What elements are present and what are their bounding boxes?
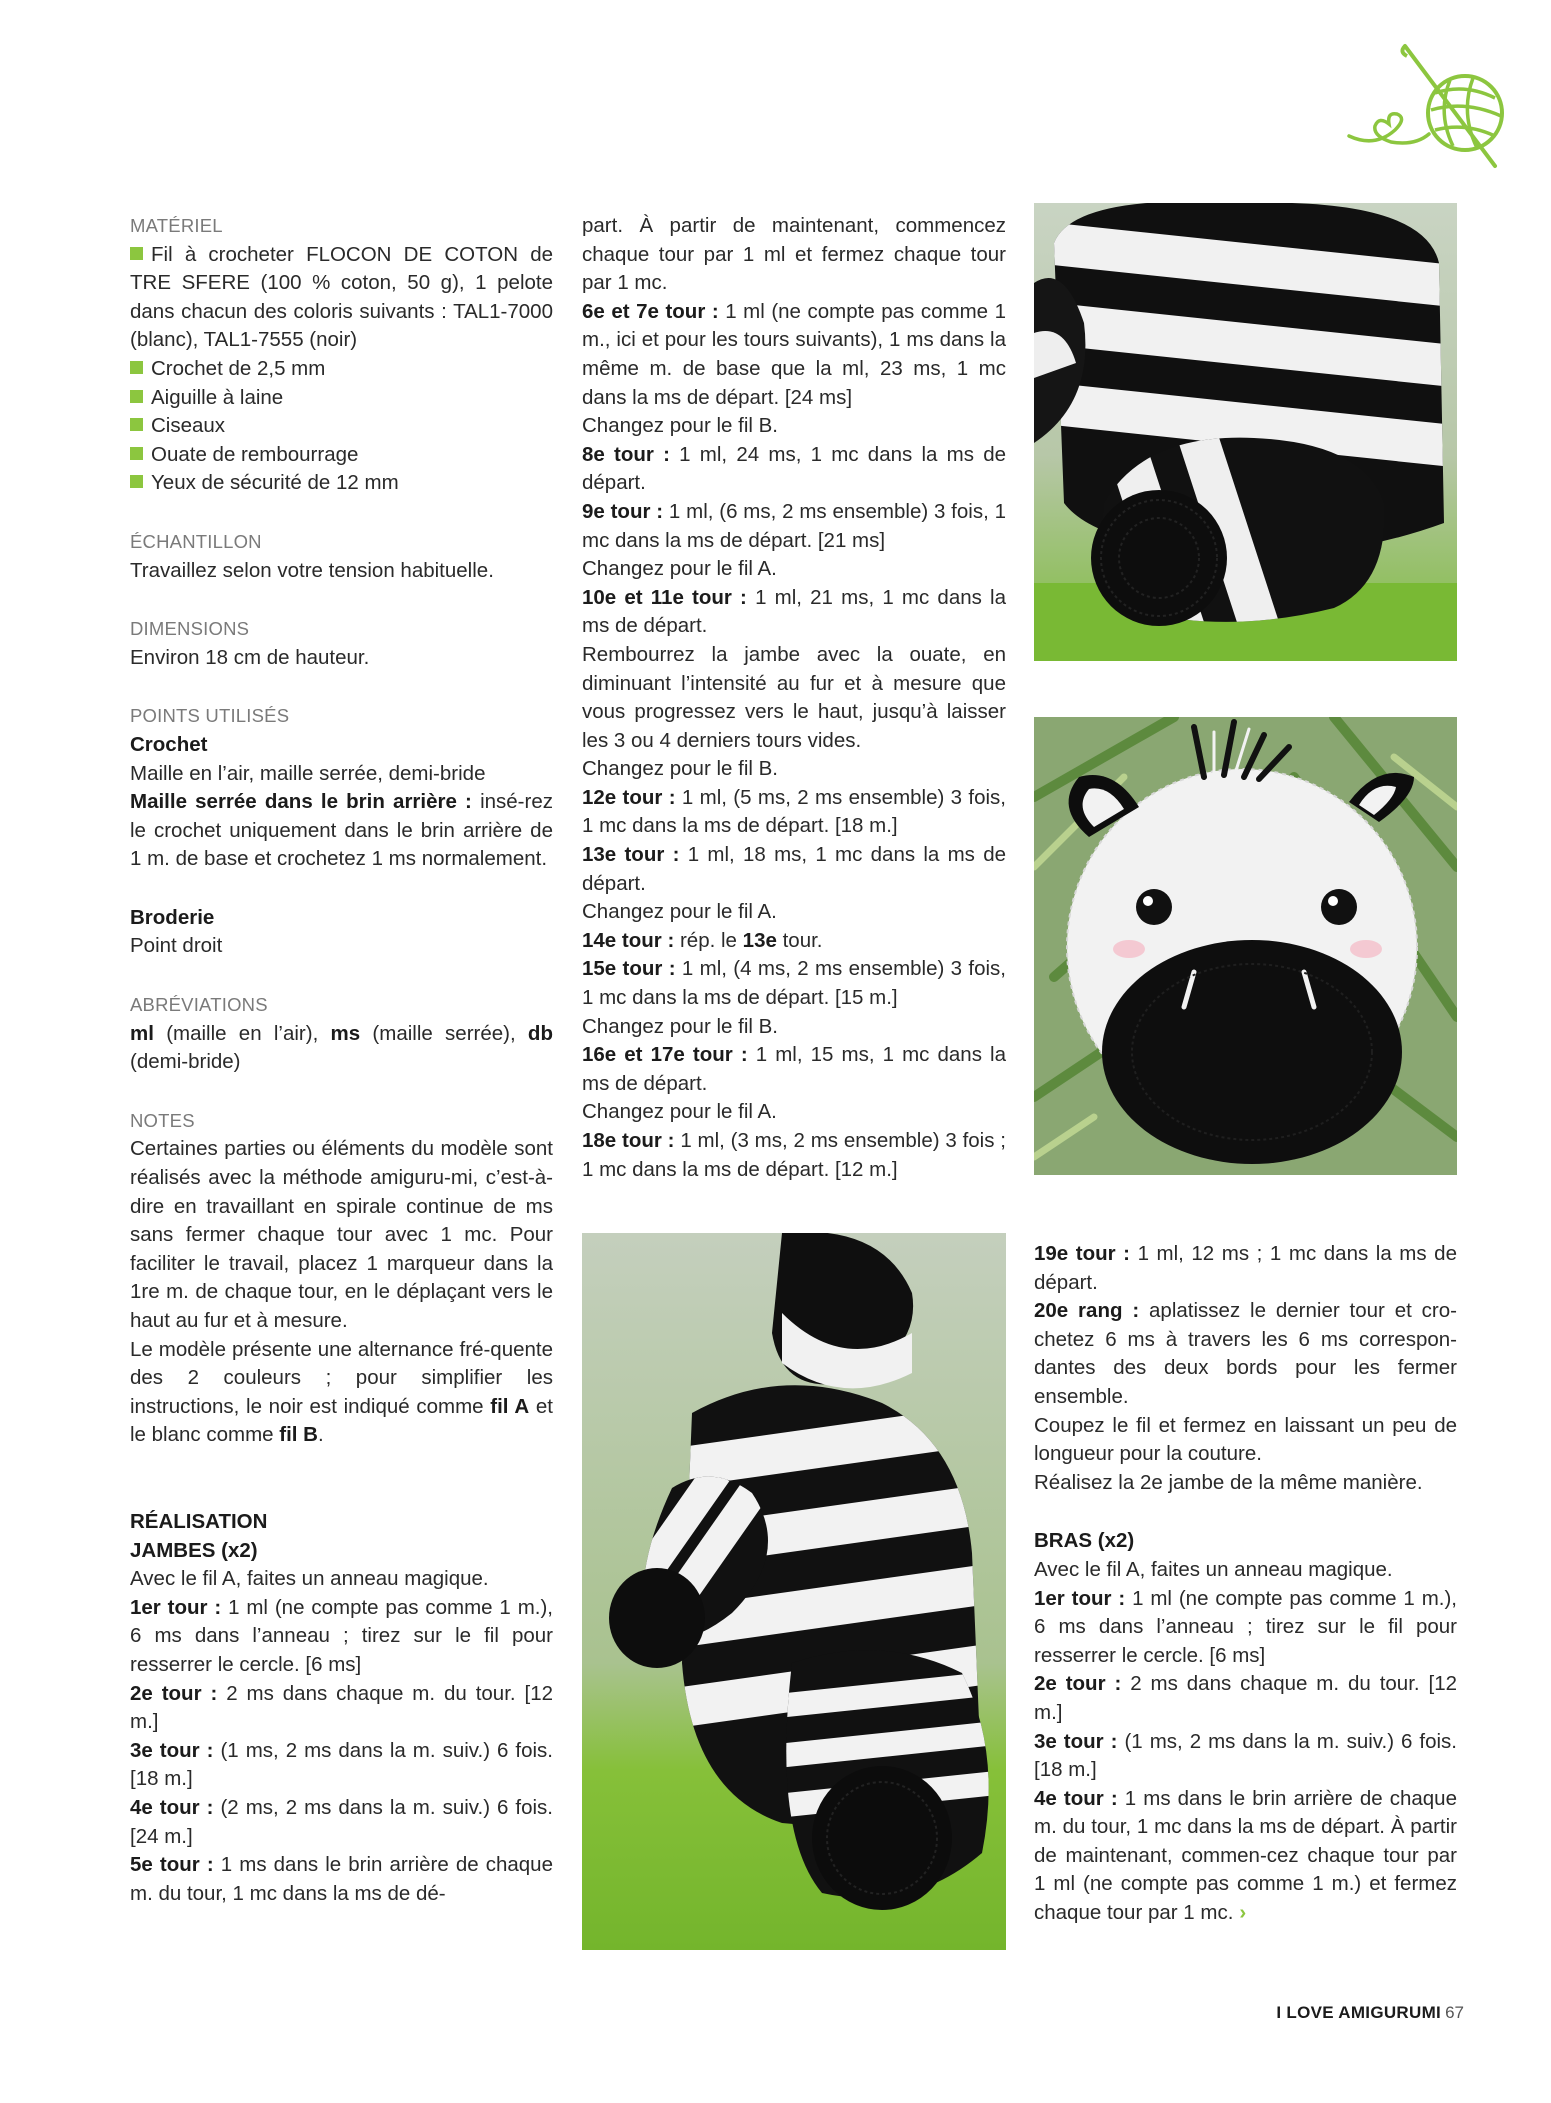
- bullet-square-icon: [130, 247, 143, 260]
- photo-zebra-leg: [1034, 203, 1457, 661]
- instruction-row: 3e tour : (1 ms, 2 ms dans la m. suiv.) 6 fois. [18 m.]: [130, 1738, 554, 1791]
- instruction-row: 2e tour : 2 ms dans chaque m. du tour. [12 m.]: [1034, 1672, 1457, 1724]
- left-column: [130, 212, 553, 1908]
- middle-column: [582, 212, 1006, 1184]
- instruction-row: 12e tour : 1 ml, (5 ms, 2 ms ensemble) 3 fois, 1 mc dans la ms de départ. [18 m.]: [582, 785, 1007, 838]
- instruction-row: 8e tour : 1 ml, 24 ms, 1 mc dans la ms de départ.: [582, 442, 1007, 495]
- echantillon-label: ÉCHANTILLON: [130, 530, 262, 552]
- cut-text: Coupez le fil et fermez en laissant un peu de longueur pour la couture.: [1034, 1413, 1457, 1466]
- points-label: POINTS UTILISÉS: [130, 705, 290, 727]
- instruction-row: 16e et 17e tour : 1 ml, 15 ms, 1 mc dans la ms de départ.: [582, 1043, 1006, 1095]
- magazine-title: I LOVE AMIGURUMI: [1276, 2003, 1442, 2022]
- photo-zebra-body: [582, 1233, 1006, 1950]
- instruction-row: 20e rang : aplatissez le dernier tour et cro-chetez 6 ms à travers les 6 ms correspon-dantes des deux bords pour les fermer ensemble.: [1034, 1299, 1457, 1408]
- change-color: Changez pour le fil A.: [582, 557, 777, 581]
- materiel-label: MATÉRIEL: [130, 215, 223, 236]
- jambes-heading: JAMBES (x2): [130, 1538, 258, 1562]
- yarn-ball-heart-icon: [1345, 38, 1525, 178]
- materiel-item: Ciseaux: [130, 412, 553, 441]
- change-color: Changez pour le fil A.: [582, 1100, 777, 1124]
- bullet-square-icon: [130, 361, 143, 374]
- change-color: Changez pour le fil A.: [582, 900, 777, 924]
- notes-paragraph-2: Le modèle présente une alternance fré-quente des 2 couleurs ; pour simplifier les instructions, le noir est indiqué comme fil A et le blanc comme fil B.: [130, 1337, 553, 1447]
- instruction-row: 10e et 11e tour : 1 ml, 21 ms, 1 mc dans la ms de départ.: [582, 585, 1006, 638]
- abreviations-text: ml (maille en l’air), ms (maille serrée), db (demi-bride): [130, 1021, 553, 1074]
- instruction-row: 13e tour : 1 ml, 18 ms, 1 mc dans la ms de départ.: [582, 843, 1006, 895]
- instruction-row: 5e tour : 1 ms dans le brin arrière de chaque m. du tour, 1 mc dans la ms de dé-: [130, 1853, 553, 1905]
- instruction-row: 1er tour : 1 ml (ne compte pas comme 1 m.), 6 ms dans l’anneau ; tirez sur le fil pour resserrer le cercle. [6 ms]: [130, 1595, 553, 1676]
- change-color: Changez pour le fil B.: [582, 414, 779, 438]
- msba-paragraph: Maille serrée dans le brin arrière : insé-rez le crochet uniquement dans le brin arrière de 1 m. de base et crochetez 1 ms normalement.: [130, 790, 553, 871]
- instruction-row: 1er tour : 1 ml (ne compte pas comme 1 m.), 6 ms dans l’anneau ; tirez sur le fil pour resserrer le cercle. [6 ms]: [1034, 1586, 1457, 1667]
- dimensions-text: Environ 18 cm de hauteur.: [130, 645, 370, 669]
- crochet-title: Crochet: [130, 732, 208, 756]
- realisation-heading: RÉALISATION: [130, 1509, 268, 1533]
- materiel-item: Crochet de 2,5 mm: [130, 355, 553, 384]
- stuffing-text: Rembourrez la jambe avec la ouate, en diminuant l’intensité au fur et à mesure que vous progressez vers le haut, jusqu’à laisser les 3 ou 4 derniers tours vides.: [582, 642, 1006, 752]
- materiel-item: Fil à crocheter FLOCON DE COTON de TRE SFERE (100 % coton, 50 g), 1 pelote dans chacun des coloris suivants : TAL1-7000 (blanc), TAL1-7555 (noir): [130, 242, 553, 352]
- jambes-intro: Avec le fil A, faites un anneau magique.: [130, 1567, 489, 1591]
- change-color: Changez pour le fil B.: [582, 1014, 779, 1038]
- instruction-row: 3e tour : (1 ms, 2 ms dans la m. suiv.) 6 fois. [18 m.]: [1034, 1729, 1458, 1782]
- abreviations-label: ABRÉVIATIONS: [130, 994, 268, 1016]
- notes-label: NOTES: [130, 1109, 195, 1131]
- bullet-square-icon: [130, 390, 143, 403]
- dimensions-label: DIMENSIONS: [130, 618, 250, 640]
- change-color: Changez pour le fil B.: [582, 757, 779, 781]
- continue-arrow-icon: ›: [1239, 1901, 1247, 1925]
- instruction-row: 4e tour : (2 ms, 2 ms dans la m. suiv.) 6 fois. [24 m.]: [130, 1795, 554, 1848]
- continued-text: part. À partir de maintenant, commencez chaque tour par 1 ml et fermez chaque tour par 1 mc.: [582, 214, 1006, 295]
- page-footer: [1276, 2003, 1464, 2023]
- crochet-text: Maille en l’air, maille serrée, demi-bride: [130, 761, 486, 785]
- bras-intro: Avec le fil A, faites un anneau magique.: [1034, 1557, 1393, 1581]
- instruction-row: 6e et 7e tour : 1 ml (ne compte pas comme 1 m., ici et pour les tours suivants), 1 ms dans la même m. de base que la ml, 23 ms, 1 mc dans la ms de départ. [24 ms]: [582, 299, 1006, 409]
- materiel-item: Yeux de sécurité de 12 mm: [130, 469, 553, 498]
- bullet-square-icon: [130, 418, 143, 431]
- echantillon-text: Travaillez selon votre tension habituelle.: [130, 558, 494, 582]
- notes-paragraph-1: Certaines parties ou éléments du modèle sont réalisés avec la méthode amiguru-mi, c’est-à-dire en travaillant en spirale continue de ms sans fermer chaque tour avec 1 mc. Pour faciliter le travail, placez 1 marqueur dans la 1re m. de chaque tour, en le déplaçant vers le haut au fur et à mesure.: [130, 1137, 553, 1332]
- bullet-square-icon: [130, 475, 143, 488]
- page-number: 67: [1445, 2003, 1464, 2022]
- photo-zebra-head: [1034, 717, 1457, 1175]
- bras-heading: BRAS (x2): [1034, 1529, 1135, 1553]
- broderie-title: Broderie: [130, 905, 215, 929]
- instruction-row: 19e tour : 1 ml, 12 ms ; 1 mc dans la ms de départ.: [1034, 1242, 1457, 1294]
- instruction-row: 14e tour : rép. le 13e tour.: [582, 928, 823, 952]
- repeat-text: Réalisez la 2e jambe de la même manière.: [1034, 1470, 1423, 1494]
- instruction-row: 18e tour : 1 ml, (3 ms, 2 ms ensemble) 3 fois ; 1 mc dans la ms de départ. [12 m.]: [582, 1129, 1006, 1181]
- instruction-row: 9e tour : 1 ml, (6 ms, 2 ms ensemble) 3 fois, 1 mc dans la ms de départ. [21 ms]: [582, 499, 1006, 552]
- instruction-row: 4e tour : 1 ms dans le brin arrière de chaque m. du tour, 1 mc dans la ms de départ. À partir de maintenant, commen-cez chaque tour par 1 ml (ne compte pas comme 1 m.) et fermez chaque tour par 1 mc. ›: [1034, 1786, 1457, 1925]
- right-column: [1034, 1240, 1457, 1928]
- broderie-text: Point droit: [130, 934, 223, 958]
- materiel-item: Aiguille à laine: [130, 384, 553, 413]
- instruction-row: 2e tour : 2 ms dans chaque m. du tour. [12 m.]: [130, 1681, 553, 1734]
- materiel-item: Ouate de rembourrage: [130, 441, 553, 470]
- bullet-square-icon: [130, 447, 143, 460]
- instruction-row: 15e tour : 1 ml, (4 ms, 2 ms ensemble) 3 fois, 1 mc dans la ms de départ. [15 m.]: [582, 957, 1007, 1010]
